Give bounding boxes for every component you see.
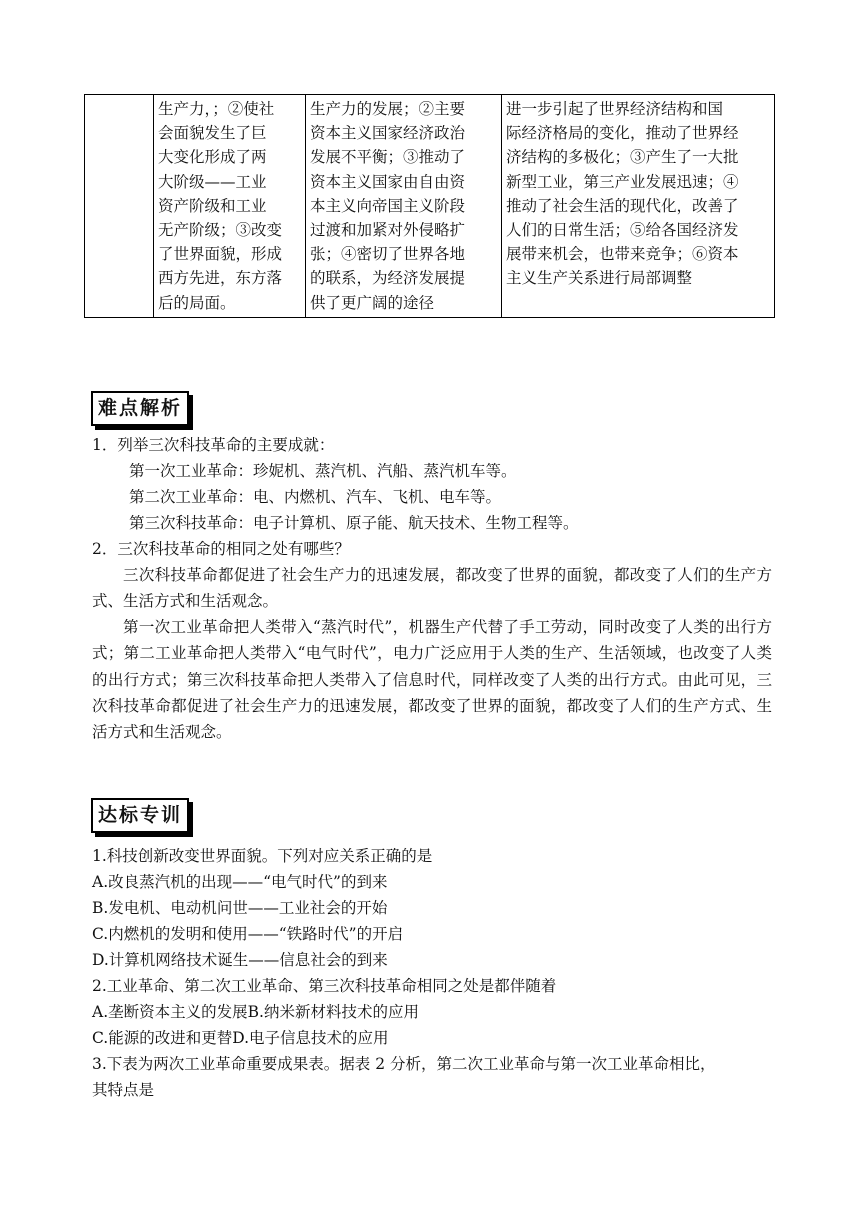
practice-line: 其特点是 <box>92 1081 155 1099</box>
list-item: 第三次科技革命：电子计算机、原子能、航天技术、生物工程等。 <box>129 514 579 532</box>
practice-line: 3.下表为两次工业革命重要成果表。据表 2 分析，第二次工业革命与第一次工业革命相比， <box>92 1055 716 1073</box>
answer-paragraph-1: 三次科技革命都促进了社会生产力的迅速发展，都改变了世界的面貌，都改变了人们的生产方式、生活方式和生活观念。 <box>92 566 772 611</box>
practice-line: 2.工业革命、第二次工业革命、第三次科技革命相同之处是都伴随着 <box>92 977 557 995</box>
comparison-table <box>84 94 775 318</box>
table-cell-label <box>85 95 154 318</box>
practice-line: A.改良蒸汽机的出现——“电气时代”的到来 <box>92 873 388 891</box>
answer-paragraph-2: 第一次工业革命把人类带入“蒸汽时代”，机器生产代替了手工劳动，同时改变了人类的出行方式；第二工业革命把人类带入“电气时代”，电力广泛应用于人类的生产、生活领域，也改变了人类的出行方式；第三次科技革命把人类带入了信息时代，同样改变了人类的出行方式。由此可见，三次科技革命都促进了社会生产力的迅速发展，都改变了世界的面貌，都改变了人们的生产方式、生活方式和生活观念。 <box>92 618 772 742</box>
table-cell-second-revolution: 生产力的发展；②主要 资本主义国家经济政治 发展不平衡；③推动了 资本主义国家由自由资 本主义向帝国主义阶段 过渡和加紧对外侵略扩 张；④密切了世界各地 的联系，为经济发展提 供了更广阔的途径 <box>306 95 502 318</box>
practice-line: A.垄断资本主义的发展B.纳米新材料技术的应用 <box>92 1003 419 1021</box>
practice-line: C.内燃机的发明和使用——“铁路时代”的开启 <box>92 925 404 943</box>
question-1: 1．列举三次科技革命的主要成就： <box>92 436 335 454</box>
practice-line: C.能源的改进和更替D.电子信息技术的应用 <box>92 1029 389 1047</box>
practice-line: D.计算机网络技术诞生——信息社会的到来 <box>92 951 388 969</box>
practice-line: 1.科技创新改变世界面貌。下列对应关系正确的是 <box>92 847 433 865</box>
section-heading-practice: 达标专训 <box>91 798 189 833</box>
question-2: 2．三次科技革命的相同之处有哪些？ <box>92 540 350 558</box>
list-item: 第一次工业革命：珍妮机、蒸汽机、汽船、蒸汽机车等。 <box>129 462 517 480</box>
practice-line: B.发电机、电动机问世——工业社会的开始 <box>92 899 388 917</box>
table-cell-first-revolution: 生产力，；②使社 会面貌发生了巨 大变化形成了两 大阶级——工业 资产阶级和工业 无产阶级；③改变 了世界面貌，形成 西方先进，东方落 后的局面。 <box>154 95 306 318</box>
table-row <box>85 95 775 318</box>
section-heading-difficulty: 难点解析 <box>91 391 189 426</box>
list-item: 第二次工业革命：电、内燃机、汽车、飞机、电车等。 <box>129 488 502 506</box>
table-cell-third-revolution: 进一步引起了世界经济结构和国 际经济格局的变化，推动了世界经 济结构的多极化；③产生了一大批 新型工业，第三产业发展迅速；④ 推动了社会生活的现代化，改善了 人们的日常生活；⑤给各国经济发 展带来机会，也带来竞争；⑥资本 主义生产关系进行局部调整 <box>502 95 775 318</box>
